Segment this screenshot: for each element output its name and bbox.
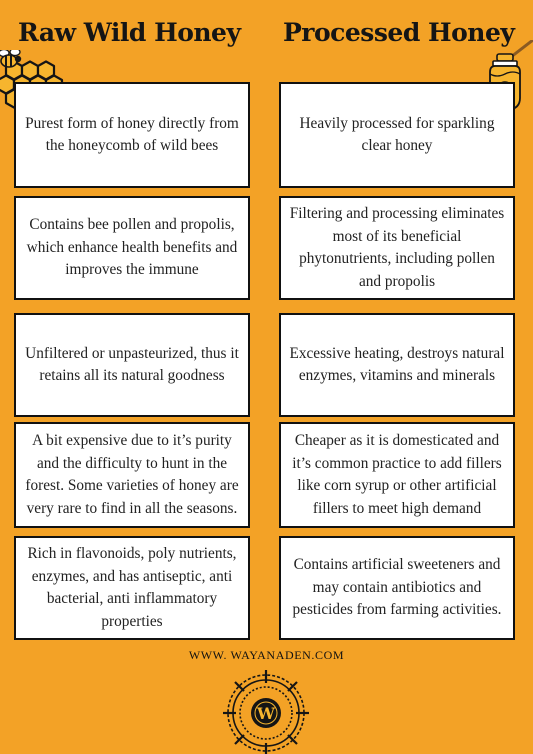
raw-card-2 bbox=[14, 196, 250, 300]
raw-card-3 bbox=[14, 313, 250, 417]
raw-card-3-text: Unfiltered or unpasteurized, thus it retains all its natural goodness bbox=[25, 344, 239, 384]
processed-card-1 bbox=[279, 82, 515, 188]
raw-card-5-text: Rich in flavonoids, poly nutrients, enzymes, and has antiseptic, anti bacterial, anti inflammatory properties bbox=[27, 545, 237, 630]
raw-card-4 bbox=[14, 422, 250, 528]
processed-card-4-text: Cheaper as it is domesticated and it’s common practice to add fillers like corn syrup or other artificial fillers to meet high demand bbox=[292, 432, 502, 517]
processed-card-5 bbox=[279, 536, 515, 640]
raw-card-4-text: A bit expensive due to it’s purity and the difficulty to hunt in the forest. Some varieties of honey are very rare to find in all the seasons. bbox=[25, 432, 239, 517]
raw-wild-honey-heading: Raw Wild Honey bbox=[18, 18, 241, 47]
processed-card-3-text: Excessive heating, destroys natural enzymes, vitamins and minerals bbox=[289, 344, 505, 384]
processed-card-2-text: Filtering and processing eliminates most of its beneficial phytonutrients, including pollen and propolis bbox=[289, 205, 505, 290]
raw-card-2-text: Contains bee pollen and propolis, which enhance health benefits and improves the immune bbox=[26, 216, 238, 279]
wayanaden-seal-icon bbox=[221, 668, 311, 754]
raw-card-1 bbox=[14, 82, 250, 188]
processed-card-3 bbox=[279, 313, 515, 417]
raw-card-5 bbox=[14, 536, 250, 640]
raw-card-1-text: Purest form of honey directly from the honeycomb of wild bees bbox=[25, 114, 239, 154]
processed-card-2 bbox=[279, 196, 515, 300]
processed-card-4 bbox=[279, 422, 515, 528]
seal-letter: W bbox=[257, 704, 275, 723]
website-url: WWW. WAYANADEN.COM bbox=[188, 648, 345, 662]
processed-honey-heading: Processed Honey bbox=[283, 18, 515, 47]
processed-card-1-text: Heavily processed for sparkling clear honey bbox=[299, 114, 495, 154]
processed-card-5-text: Contains artificial sweeteners and may contain antibiotics and pesticides from farming activities. bbox=[292, 556, 502, 619]
